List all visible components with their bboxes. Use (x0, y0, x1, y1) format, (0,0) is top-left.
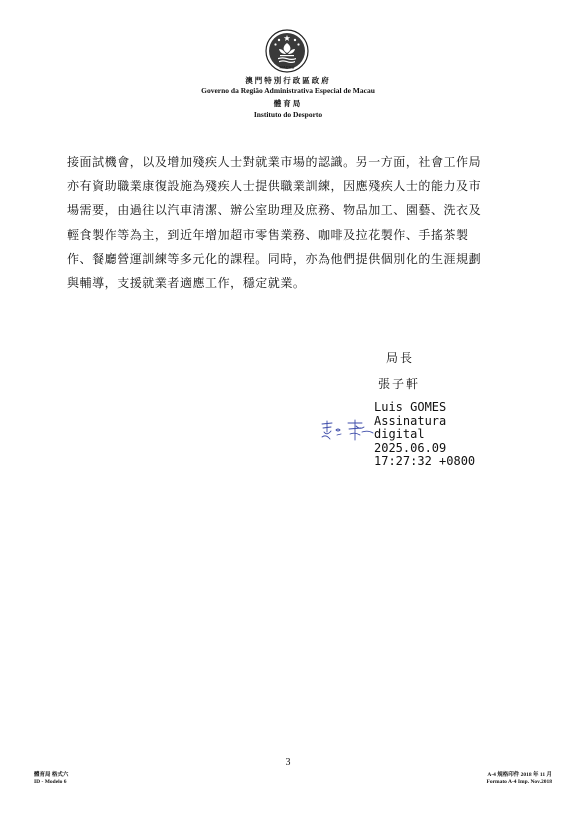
footer-form-code-portuguese: ID - Modelo 6 (34, 779, 67, 785)
digital-signature-block (374, 401, 475, 469)
body-line: 場需要，由過往以汽車清潔、辦公室助理及庶務、物品加工、園藝、洗衣及 (67, 203, 482, 218)
digital-signature-line: Luis GOMES (374, 400, 447, 414)
footer-format-chinese: A-4 規格印件 2018 年 11 月 (487, 772, 552, 778)
digital-signature-line: digital (374, 427, 425, 441)
signatory-name: 張子軒 (378, 377, 421, 391)
body-line: 亦有資助職業康復設施為殘疾人士提供職業訓練，因應殘疾人士的能力及市 (67, 179, 482, 194)
signatory-title: 局長 (386, 351, 415, 365)
digital-signature-line: Assinatura (374, 413, 447, 428)
body-line: 與輔導，支援就業者適應工作，穩定就業。 (67, 275, 306, 290)
macau-emblem-icon (265, 29, 309, 73)
dept-name-portuguese: Instituto do Desporto (253, 110, 323, 119)
footer-form-code-chinese: 體育局 格式六 (34, 772, 69, 778)
body-line: 輕食製作等為主，到近年增加超市零售業務、咖啡及拉花製作、手搖茶製 (67, 227, 469, 242)
page-number: 3 (285, 757, 291, 768)
org-name-portuguese: Governo da Região Administrativa Especial de Macau (201, 86, 375, 95)
body-paragraph (67, 150, 517, 295)
body-line: 作、餐廳營運訓練等多元化的課程。同時，亦為他們提供個別化的生涯規劃 (67, 251, 482, 266)
digital-signature-line: 2025.06.09 (374, 440, 447, 455)
digital-signature-line: 17:27:32 +0800 (374, 454, 476, 468)
emblem-text: MACAU (279, 64, 295, 70)
dept-name-chinese: 體育局 (273, 99, 303, 108)
handwritten-signature-icon (318, 418, 376, 444)
footer-format-portuguese: Formato A-4 Imp. Nov.2018 (486, 779, 552, 785)
org-name-chinese: 澳門特別行政區政府 (245, 76, 331, 85)
body-line: 接面試機會，以及增加殘疾人士對就業市場的認識。另一方面，社會工作局 (67, 155, 482, 169)
